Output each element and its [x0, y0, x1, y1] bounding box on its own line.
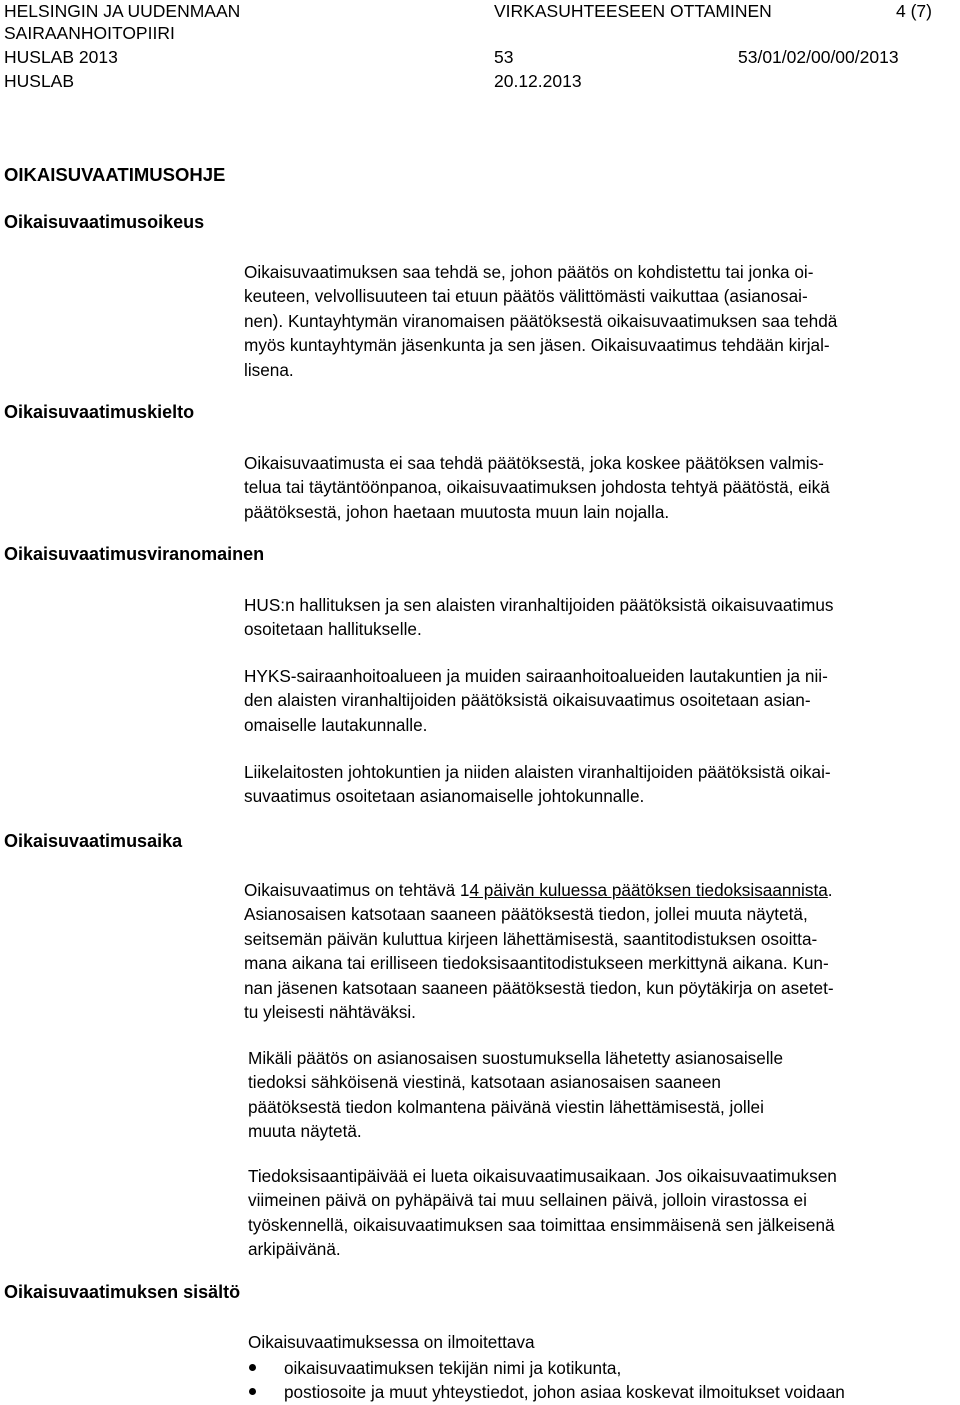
- text-line: nan jäsenen katsotaan saaneen päätöksestä tiedon, kun pöytäkirja on asetet-: [244, 977, 834, 998]
- heading-oikaisuvaatimusaika: Oikaisuvaatimusaika: [4, 831, 183, 851]
- viranomainen-paragraph-3: [244, 760, 831, 809]
- aika-paragraph-1: [244, 878, 834, 1024]
- text-line: Oikaisuvaatimuksessa on ilmoitettava: [248, 1332, 535, 1352]
- sisalto-bullet-list: [240, 1356, 960, 1405]
- text-line: nen). Kuntayhtymän viranomaisen päätöksestä oikaisuvaatimuksen saa tehdä: [244, 310, 838, 331]
- heading-oikaisuvaatimuskielto: Oikaisuvaatimuskielto: [4, 402, 195, 422]
- org-unit-year: HUSLAB 2013: [4, 47, 118, 67]
- text-line: arkipäivänä.: [248, 1239, 341, 1260]
- text-line: keuteen, velvollisuuteen tai etuun päätös välittömästi vaikuttaa (asianosai-: [244, 286, 808, 307]
- org-name-line1: HELSINGIN JA UUDENMAAN: [4, 1, 241, 21]
- text-line: [244, 878, 834, 902]
- text-line: Mikäli päätös on asianosaisen suostumuksella lähetetty asianosaiselle: [248, 1048, 784, 1068]
- viranomainen-paragraph-2: [244, 664, 828, 737]
- heading-oikaisuvaatimuksen-sisalto: Oikaisuvaatimuksen sisältö: [4, 1282, 241, 1302]
- text-line: työskennellä, oikaisuvaatimuksen saa toimittaa ensimmäisenä sen jälkeisenä: [248, 1214, 835, 1235]
- text-line: päätöksestä tiedon kolmantena päivänä viestin lähettämisestä, jollei: [248, 1096, 764, 1117]
- text-line: päätöksestä, johon haetaan muutosta muun lain nojalla.: [244, 501, 670, 522]
- text-line: muuta näytetä.: [248, 1121, 362, 1142]
- text-line: den alaisten viranhaltijoiden päätöksistä oikaisuvaatimus osoitetaan asian-: [244, 690, 811, 711]
- text-line: mana aikana tai erilliseen tiedoksisaantitodistukseen merkittynä aikana. Kun-: [244, 953, 829, 974]
- list-item: [240, 1356, 960, 1380]
- text-line: Asianosaisen katsotaan saaneen päätöksestä tiedon, jollei muuta näytetä,: [244, 904, 808, 925]
- reference-number: 53/01/02/00/00/2013: [738, 47, 899, 67]
- text-line: seitsemän päivän kuluttua kirjeen lähettämisestä, saantitodistuksen osoitta-: [244, 928, 818, 949]
- text-line: myös kuntayhtymän jäsenkunta ja sen jäsen. Oikaisuvaatimus tehdään kirjal-: [244, 335, 830, 356]
- sisalto-intro: [248, 1330, 535, 1354]
- list-item: [240, 1380, 960, 1404]
- list-item-text: postiosoite ja muut yhteystiedot, johon asiaa koskevat ilmoitukset voidaan: [284, 1382, 845, 1403]
- text-line: suvaatimus osoitetaan asianomaiselle johtokunnalle.: [244, 786, 645, 807]
- aika-paragraph-3: [248, 1164, 837, 1262]
- org-unit: HUSLAB: [4, 71, 75, 91]
- bullet-icon: [249, 1388, 256, 1395]
- page-number: 4 (7): [896, 1, 932, 21]
- document-date: 20.12.2013: [494, 71, 582, 91]
- list-item-text: oikaisuvaatimuksen tekijän nimi ja kotikunta,: [284, 1358, 622, 1378]
- text-line: viimeinen päivä on pyhäpäivä tai muu sellainen päivä, jolloin virastossa ei: [248, 1190, 807, 1211]
- aika-paragraph-2: [248, 1046, 783, 1144]
- kielto-paragraph: [244, 451, 830, 524]
- main-heading: OIKAISUVAATIMUSOHJE: [4, 164, 226, 185]
- viranomainen-paragraph-1: [244, 593, 833, 642]
- text-line: HUS:n hallituksen ja sen alaisten viranhaltijoiden päätöksistä oikaisuvaatimus: [244, 595, 834, 615]
- text-line: Oikaisuvaatimusta ei saa tehdä päätöksestä, joka koskee päätöksen valmis-: [244, 453, 824, 473]
- deadline-text-suffix: .: [827, 880, 833, 900]
- text-line: telua tai täytäntöönpanoa, oikaisuvaatimuksen johdosta tehtyä päätöstä, eikä: [244, 477, 830, 498]
- bullet-icon: [249, 1364, 256, 1371]
- text-line: lisena.: [244, 359, 294, 380]
- text-line: tiedoksi sähköisenä viestinä, katsotaan asianosaisen saaneen: [248, 1072, 721, 1093]
- text-line: HYKS-sairaanhoitoalueen ja muiden sairaanhoitoalueiden lautakuntien ja nii-: [244, 666, 828, 686]
- text-line: Oikaisuvaatimuksen saa tehdä se, johon päätös on kohdistettu tai jonka oi-: [244, 262, 814, 282]
- oikeus-paragraph: [244, 260, 837, 382]
- deadline-text-prefix: Oikaisuvaatimus on tehtävä 1: [244, 880, 470, 900]
- deadline-emphasis: 4 päivän kuluessa päätöksen tiedoksisaannista: [469, 880, 828, 900]
- text-line: omaiselle lautakunnalle.: [244, 714, 428, 735]
- heading-oikaisuvaatimusoikeus: Oikaisuvaatimusoikeus: [4, 212, 205, 232]
- text-line: Tiedoksisaantipäivää ei lueta oikaisuvaatimusaikaan. Jos oikaisuvaatimuksen: [248, 1166, 837, 1186]
- org-name-line2: SAIRAANHOITOPIIRI: [4, 23, 175, 43]
- text-line: Liikelaitosten johtokuntien ja niiden alaisten viranhaltijoiden päätöksistä oikai-: [244, 762, 831, 782]
- text-line: osoitetaan hallitukselle.: [244, 619, 422, 640]
- text-line: tu yleisesti nähtäväksi.: [244, 1002, 416, 1023]
- heading-oikaisuvaatimusviranomainen: Oikaisuvaatimusviranomainen: [4, 544, 265, 564]
- section-number: 53: [494, 47, 514, 67]
- document-title: VIRKASUHTEESEEN OTTAMINEN: [494, 1, 772, 21]
